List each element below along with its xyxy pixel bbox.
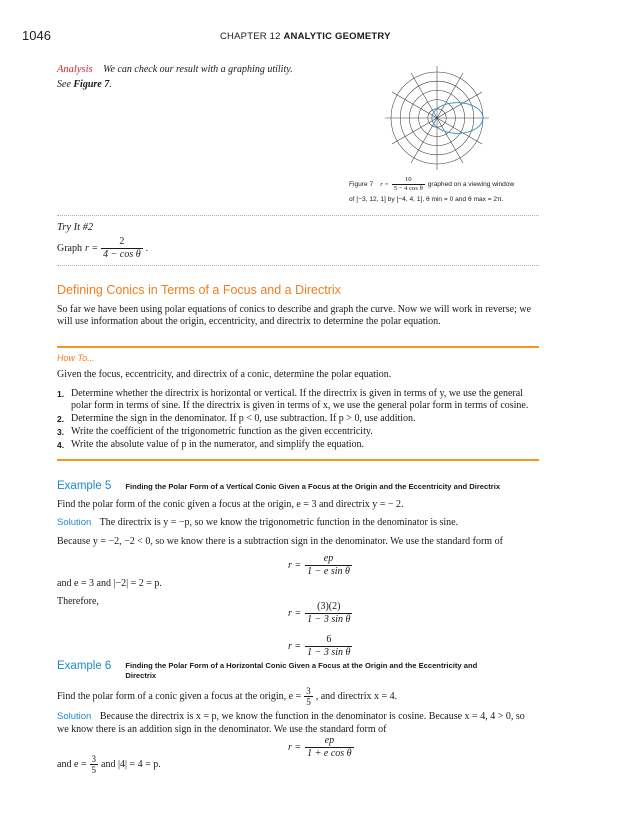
step-text: Determine whether the directrix is horizontal or vertical. If the directrix is given in terms of y, we use the general bbox=[71, 388, 523, 399]
example5-eq1 bbox=[288, 553, 352, 578]
analysis-text: We can check our result with a graphing utility. bbox=[103, 64, 293, 75]
howto-step bbox=[57, 388, 547, 412]
example5-solution-text: The directrix is y = −p, so we know the trigonometric function in the denominator is sine. bbox=[99, 517, 459, 528]
example6-label: Example 6 bbox=[57, 660, 112, 672]
example6-and bbox=[57, 754, 161, 775]
example5-label: Example 5 bbox=[57, 480, 112, 492]
howto-top-bar bbox=[57, 346, 539, 348]
example5-problem: Find the polar form of the conic given a focus at the origin, e = 3 and directrix y = − 2. bbox=[57, 499, 404, 510]
try-it-label: Try It #2 bbox=[57, 222, 94, 233]
period: . bbox=[109, 79, 112, 90]
frac-den: 5 bbox=[306, 697, 311, 707]
figure7-caption-1: graphed on a viewing window bbox=[427, 180, 515, 188]
howto-steps bbox=[57, 388, 547, 451]
example5-heading bbox=[57, 480, 500, 492]
section-title: Defining Conics in Terms of a Focus and a Directrix bbox=[57, 283, 341, 297]
example5-and: and e = 3 and |−2| = 2 = p. bbox=[57, 578, 162, 589]
howto-step bbox=[57, 426, 547, 438]
step-number: 3. bbox=[57, 427, 65, 437]
step-text: Write the absolute value of p in the numerator, and simplify the equation. bbox=[71, 439, 365, 450]
figure7-fraction bbox=[392, 176, 425, 193]
section-paragraph bbox=[57, 304, 547, 328]
howto-intro: Given the focus, eccentricity, and directrix of a conic, determine the polar equation. bbox=[57, 369, 392, 380]
eq-num: 6 bbox=[305, 634, 352, 647]
eq-fraction bbox=[305, 735, 353, 760]
frac-den: 5 bbox=[91, 765, 97, 775]
divider bbox=[57, 265, 539, 266]
example5-title: Finding the Polar Form of a Vertical Conic Given a Focus at the Origin and the Eccentricity and Directrix bbox=[125, 482, 501, 491]
try-it-num: 2 bbox=[101, 236, 143, 249]
grid-spoke bbox=[411, 118, 437, 163]
example6-and-a: and e = bbox=[57, 758, 87, 770]
figure7-polar-graph bbox=[385, 56, 493, 176]
figure7-r: r = bbox=[380, 180, 389, 188]
eq-lhs: r = bbox=[288, 559, 302, 571]
example6-solution bbox=[57, 711, 557, 736]
step-number: 1. bbox=[57, 389, 65, 399]
figure-ref-link[interactable]: Figure 7 bbox=[73, 79, 110, 90]
example6-title-1: Finding the Polar Form of a Horizontal Conic Given a Focus at the Origin and the Eccentricity and bbox=[125, 661, 478, 670]
figure7-den: 5 − 4 cos θ bbox=[393, 185, 423, 192]
example6-problem bbox=[57, 686, 397, 707]
figure7-label: Figure 7 bbox=[349, 180, 374, 188]
example5-eq2 bbox=[288, 601, 352, 626]
try-it-r: r = bbox=[85, 242, 99, 254]
eq-den: 1 − 3 sin θ bbox=[307, 614, 351, 625]
figure7-caption bbox=[349, 176, 539, 204]
eq-num: ep bbox=[305, 553, 352, 566]
section-para-line-2: will use information about the origin, eccentricity, and directrix to determine the polar equation. bbox=[57, 316, 441, 327]
step-number: 2. bbox=[57, 414, 65, 424]
grid-spoke bbox=[437, 73, 463, 118]
eq-den: 1 − e sin θ bbox=[307, 566, 350, 577]
example5-therefore: Therefore, bbox=[57, 596, 99, 607]
eq-den: 1 + e cos θ bbox=[307, 748, 352, 759]
eq-num: ep bbox=[305, 735, 353, 748]
grid-spoke bbox=[437, 118, 463, 163]
figure7-caption-2: of [−3, 12, 1] by [−4, 4, 1], θ min = 0 and θ max = 2π. bbox=[349, 196, 504, 203]
see-figure-line bbox=[57, 79, 112, 91]
analysis-block bbox=[57, 64, 293, 76]
step-text: Determine the sign in the denominator. If p < 0, use subtraction. If p > 0, use addition. bbox=[71, 413, 416, 424]
eq-fraction bbox=[305, 601, 352, 626]
howto-step bbox=[57, 439, 547, 451]
example6-heading bbox=[57, 660, 545, 681]
step-text: polar form in terms of sine. If the directrix is given in terms of x, we use the general polar form in terms of cosine. bbox=[71, 400, 529, 411]
example6-title bbox=[125, 660, 545, 681]
grid-spoke bbox=[392, 118, 437, 144]
eq-lhs: r = bbox=[288, 640, 302, 652]
frac-num: 3 bbox=[306, 686, 311, 696]
howto-bottom-bar bbox=[57, 459, 539, 461]
running-head bbox=[220, 31, 391, 42]
eq-lhs: r = bbox=[288, 741, 302, 753]
eq-num: (3)(2) bbox=[305, 601, 352, 614]
example6-solution-line-2: we know there is an addition sign in the denominator. We use the standard form of bbox=[57, 724, 387, 735]
eq-den: 1 − 3 sin θ bbox=[307, 647, 351, 658]
figure7-num: 10 bbox=[392, 176, 425, 185]
example5-solution bbox=[57, 517, 458, 529]
divider bbox=[57, 215, 539, 216]
try-it-fraction bbox=[101, 236, 143, 261]
section-para-line-1: So far we have been using polar equations of conics to describe and graph the curve. Now we will work in reverse; we bbox=[57, 304, 532, 315]
step-number: 4. bbox=[57, 440, 65, 450]
grid-spoke bbox=[392, 92, 437, 118]
analysis-label: Analysis bbox=[57, 64, 93, 75]
eq-fraction bbox=[305, 553, 352, 578]
example5-solution-label: Solution bbox=[57, 517, 92, 528]
see-text: See bbox=[57, 79, 71, 90]
eq-fraction bbox=[305, 634, 352, 659]
example6-eq bbox=[288, 735, 354, 760]
example6-problem-fraction bbox=[304, 686, 313, 707]
page-number: 1046 bbox=[22, 28, 51, 43]
try-it-den: 4 − cos θ bbox=[103, 249, 141, 260]
eq-lhs: r = bbox=[288, 607, 302, 619]
example5-because: Because y = −2, −2 < 0, so we know there is a subtraction sign in the denominator. We use the standard form of bbox=[57, 536, 503, 547]
example6-solution-label: Solution bbox=[57, 711, 92, 722]
example6-problem-b: , and directrix x = 4. bbox=[315, 690, 398, 702]
try-it-end: . bbox=[145, 242, 149, 254]
example6-solution-line-1: Because the directrix is x = p, we know the function in the denominator is cosine. Because x = 4, 4 > 0, so bbox=[99, 711, 525, 722]
howto-step bbox=[57, 413, 547, 425]
step-text: Write the coefficient of the trigonometric function as the given eccentricity. bbox=[71, 426, 373, 437]
howto-label: How To... bbox=[57, 353, 95, 363]
example5-eq3 bbox=[288, 634, 352, 659]
example6-problem-a: Find the polar form of a conic given a focus at the origin, e = bbox=[57, 690, 302, 702]
grid-spoke bbox=[411, 73, 437, 118]
chapter-title: ANALYTIC GEOMETRY bbox=[283, 31, 391, 42]
frac-num: 3 bbox=[91, 754, 97, 764]
polar-grid bbox=[385, 66, 489, 170]
example6-and-b: and |4| = 4 = p. bbox=[101, 758, 161, 770]
example6-title-2: Directrix bbox=[125, 671, 157, 680]
try-it-lead: Graph bbox=[57, 242, 82, 254]
try-it-problem bbox=[57, 236, 148, 261]
example6-and-fraction bbox=[90, 754, 99, 775]
chapter-number: CHAPTER 12 bbox=[220, 31, 281, 42]
